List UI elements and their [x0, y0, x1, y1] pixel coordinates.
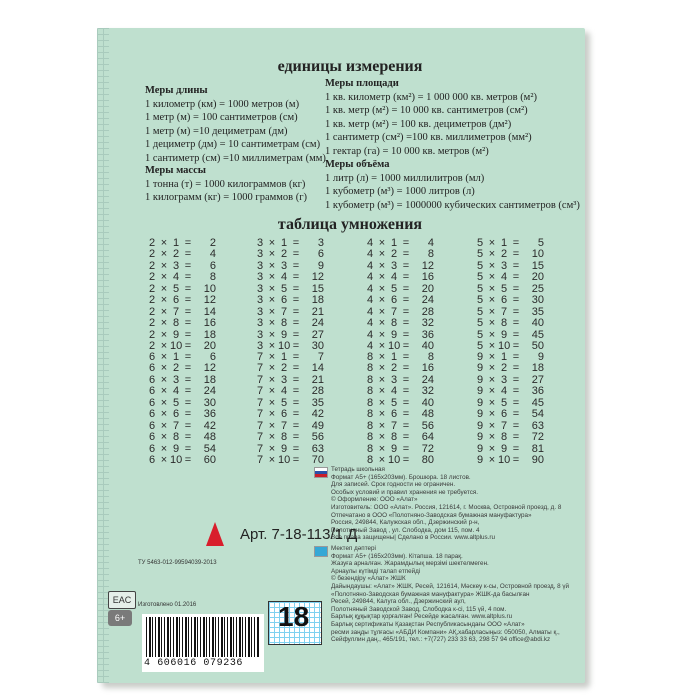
multiplication-row: 4 × 7 = 28: [366, 305, 434, 318]
multiplication-row: 8 × 1 = 8: [366, 351, 434, 363]
multiplication-row: 3 × 10 = 30: [256, 340, 324, 353]
info-line: © безендіру «Алат» ЖШК: [331, 575, 406, 583]
multiplication-row: 5 × 3 = 15: [476, 259, 544, 272]
multiplication-block-8: [364, 352, 434, 467]
area-heading: Меры площади: [325, 78, 399, 89]
multiplication-row: 4 × 6 = 24: [366, 294, 434, 307]
volume-line: 1 литр (л) = 1000 миллилитров (мл): [325, 172, 485, 184]
multiplication-row: 7 × 10 = 70: [256, 454, 324, 467]
info-line: Жазуға арналған. Жарамдылық мерзімі шектелмеген.: [331, 560, 489, 568]
multiplication-row: 6 × 1 = 6: [148, 351, 216, 363]
age-rating-badge: 6+: [108, 610, 132, 626]
eac-mark: EAC: [108, 591, 136, 609]
multiplication-row: 3 × 4 = 12: [256, 271, 324, 284]
multiplication-row: 7 × 5 = 35: [256, 396, 324, 409]
multiplication-row: 3 × 1 = 3: [256, 237, 324, 249]
info-line: Барлық сертификаты Қазақстан Республикасындағы ООО «Алат»: [331, 620, 525, 628]
info-line: Барлық құқықтар қорғалған! Ресейде жасалған. www.altplus.ru: [331, 613, 513, 621]
multiplication-row: 5 × 5 = 25: [476, 282, 544, 295]
info-line: ресми заңды тұлғасы «АБДИ Компани» АҚ,хабарласыңыз: 050050, Алматы қ.,: [331, 628, 560, 636]
volume-block: [325, 158, 580, 212]
multiplication-block-4: [364, 238, 434, 353]
area-line: 1 кв. километр (км²) = 1 000 000 кв. метров (м²): [325, 91, 537, 103]
units-title: единицы измерения: [277, 58, 423, 75]
volume-line: 1 кубометр (м³) = 1000 литров (л): [325, 186, 475, 198]
multiplication-row: 6 × 4 = 24: [148, 385, 216, 398]
multiplication-row: 8 × 6 = 48: [366, 408, 434, 421]
multiplication-row: 3 × 8 = 24: [256, 317, 324, 330]
info-line: Отпечатано в ООО «Полотняно-Заводская бумажная мануфактура»: [331, 511, 532, 519]
length-heading: Меры длины: [145, 85, 208, 96]
area-line: 1 гектар (га) = 10 000 кв. метров (м²): [325, 145, 489, 157]
multiplication-row: 6 × 3 = 18: [148, 373, 216, 386]
multiplication-row: 5 × 8 = 40: [476, 317, 544, 330]
multiplication-row: 8 × 9 = 72: [366, 442, 434, 455]
multiplication-row: 4 × 10 = 40: [366, 340, 434, 353]
info-line: Арнаулы күтімді талап етпейді: [331, 567, 421, 575]
info-line: Россия, 249844, Калужская обл., Дзержинский р-н,: [331, 519, 480, 527]
info-line: Формат А5+ (165х203мм). Кітапша. 18 парақ.: [331, 552, 463, 560]
info-line: «Полотняно-Заводская бумажная мануфактура» ЖШК-да басылған: [331, 590, 530, 598]
multiplication-row: 2 × 7 = 14: [148, 305, 216, 318]
multiplication-row: 9 × 8 = 72: [476, 431, 544, 444]
area-line: 1 кв. метр (м²) = 10 000 кв. сантиметров (см²): [325, 105, 528, 117]
multiplication-row: 2 × 3 = 6: [148, 259, 216, 272]
multiplication-row: 6 × 8 = 48: [148, 431, 216, 444]
multiplication-row: 5 × 10 = 50: [476, 340, 544, 353]
mass-block: [145, 164, 307, 205]
info-line: Дайындаушы: «Алат» ЖШК, Ресей, 121614, Мәскеу к-сы, Островной проезд, 8 үй: [331, 582, 570, 590]
multiplication-row: 7 × 4 = 28: [256, 385, 324, 398]
info-line: Сейфуллин даң., 465/191, тел.: +7(727) 233 33 63, 298 57 94 office@abdi.kz: [331, 636, 551, 644]
kazakhstan-flag-icon: [314, 546, 328, 557]
multiplication-row: 3 × 2 = 6: [256, 248, 324, 261]
multiplication-block-9: [474, 352, 544, 467]
multiplication-row: 6 × 9 = 54: [148, 442, 216, 455]
mass-line: 1 килограмм (кг) = 1000 граммов (г): [145, 192, 308, 204]
multiplication-row: 8 × 8 = 64: [366, 431, 434, 444]
multiplication-row: 9 × 9 = 81: [476, 442, 544, 455]
area-line: 1 сантиметр (см²) =100 кв. миллиметров (мм²): [325, 132, 532, 144]
multiplication-row: 9 × 10 = 90: [476, 454, 544, 467]
multiplication-row: 7 × 2 = 14: [256, 362, 324, 375]
area-block: [325, 77, 537, 159]
multiplication-block-3: [254, 238, 324, 353]
barcode: [142, 614, 264, 672]
inner-page-edge: [97, 28, 109, 683]
multiplication-row: 3 × 9 = 27: [256, 328, 324, 341]
sheet-count: 18: [278, 601, 310, 632]
multiplication-row: 6 × 7 = 42: [148, 419, 216, 432]
multiplication-row: 8 × 7 = 56: [366, 419, 434, 432]
length-line: 1 метр (м) =10 дециметрам (дм): [145, 125, 288, 137]
info-line: Формат А5+ (165х203мм). Брошюра. 18 листов.: [331, 473, 471, 481]
multiplication-row: 7 × 9 = 63: [256, 442, 324, 455]
multiplication-row: 9 × 1 = 9: [476, 351, 544, 363]
multiplication-row: 8 × 10 = 80: [366, 454, 434, 467]
barcode-bars: [146, 617, 260, 657]
multiplication-title: таблица умножения: [277, 216, 423, 233]
info-line: Особых условий и правил хранения не требуется.: [331, 488, 479, 496]
multiplication-row: 3 × 7 = 21: [256, 305, 324, 318]
length-line: 1 дециметр (дм) = 10 сантиметрам (см): [145, 139, 321, 151]
multiplication-row: 9 × 5 = 45: [476, 396, 544, 409]
multiplication-row: 6 × 6 = 36: [148, 408, 216, 421]
info-line: © Оформление: ООО «Алат»: [331, 496, 418, 504]
length-block: [145, 84, 326, 166]
multiplication-row: 4 × 8 = 32: [366, 317, 434, 330]
tu-code: ТУ 5463-012-99594039-2013: [138, 560, 217, 566]
length-line: 1 километр (км) = 1000 метров (м): [145, 98, 300, 110]
multiplication-row: 7 × 3 = 21: [256, 373, 324, 386]
manufactured-date: Изготовлено 01.2016: [138, 602, 197, 608]
multiplication-row: 9 × 3 = 27: [476, 373, 544, 386]
length-line: 1 сантиметр (см) =10 миллиметрам (мм): [145, 152, 326, 164]
multiplication-row: 2 × 10 = 20: [148, 340, 216, 353]
area-line: 1 кв. метр (м²) = 100 кв. дециметров (дм²): [325, 118, 512, 130]
multiplication-row: 4 × 1 = 4: [366, 237, 434, 249]
info-line: Ресей, 249844, Калуга обл., Дзержинский аул,: [331, 598, 466, 606]
multiplication-row: 8 × 4 = 32: [366, 385, 434, 398]
multiplication-row: 2 × 6 = 12: [148, 294, 216, 307]
mass-heading: Меры массы: [145, 165, 206, 176]
mass-line: 1 тонна (т) = 1000 килограммов (кг): [145, 178, 306, 190]
multiplication-block-6: [146, 352, 216, 467]
article-number: Арт. 7-18-113/1 Д: [240, 526, 358, 543]
info-line: Полотняный Завод , ул. Слободка, дом 115, пом. 4: [331, 526, 480, 534]
multiplication-row: 2 × 2 = 4: [148, 248, 216, 261]
multiplication-row: 9 × 2 = 18: [476, 362, 544, 375]
multiplication-row: 7 × 6 = 42: [256, 408, 324, 421]
multiplication-row: 2 × 8 = 16: [148, 317, 216, 330]
barcode-number: 4 606016 079236: [144, 658, 244, 669]
multiplication-row: 2 × 5 = 10: [148, 282, 216, 295]
info-line: Тетрадь школьная: [331, 466, 385, 473]
info-line: Изготовитель: ООО «Алат». Россия, 121614, г. Москва, Островной проезд, д. 8: [331, 503, 562, 511]
multiplication-block-5: [474, 238, 544, 353]
multiplication-row: 2 × 1 = 2: [148, 237, 216, 249]
multiplication-row: 3 × 5 = 15: [256, 282, 324, 295]
info-line: Полотняный Заводской Завод, Слободка к-сі, 115 үй, 4 пом.: [331, 605, 507, 613]
multiplication-row: 4 × 9 = 36: [366, 328, 434, 341]
multiplication-row: 8 × 2 = 16: [366, 362, 434, 375]
volume-heading: Меры объёма: [325, 159, 390, 170]
info-line: Все права защищены| Сделано в России. www.altplus.ru: [331, 534, 495, 542]
multiplication-row: 2 × 4 = 8: [148, 271, 216, 284]
multiplication-row: 7 × 8 = 56: [256, 431, 324, 444]
multiplication-row: 8 × 5 = 40: [366, 396, 434, 409]
length-line: 1 метр (м) = 100 сантиметров (см): [145, 112, 298, 124]
multiplication-row: 3 × 6 = 18: [256, 294, 324, 307]
multiplication-row: 4 × 4 = 16: [366, 271, 434, 284]
multiplication-row: 7 × 7 = 49: [256, 419, 324, 432]
volume-line: 1 кубометр (м³) = 1000000 кубических сантиметров (см³): [325, 199, 580, 211]
multiplication-row: 4 × 2 = 8: [366, 248, 434, 261]
multiplication-row: 9 × 6 = 54: [476, 408, 544, 421]
multiplication-row: 6 × 10 = 60: [148, 454, 216, 467]
multiplication-row: 7 × 1 = 7: [256, 351, 324, 363]
multiplication-row: 8 × 3 = 24: [366, 373, 434, 386]
multiplication-block-7: [254, 352, 324, 467]
multiplication-row: 5 × 1 = 5: [476, 237, 544, 249]
multiplication-block-2: [146, 238, 216, 353]
multiplication-row: 5 × 4 = 20: [476, 271, 544, 284]
multiplication-row: 3 × 3 = 9: [256, 259, 324, 272]
multiplication-row: 5 × 7 = 35: [476, 305, 544, 318]
multiplication-row: 9 × 4 = 36: [476, 385, 544, 398]
info-line: Мектеп дәптері: [331, 545, 376, 552]
multiplication-row: 5 × 6 = 30: [476, 294, 544, 307]
multiplication-row: 9 × 7 = 63: [476, 419, 544, 432]
info-ru: [331, 466, 561, 542]
multiplication-row: 4 × 5 = 20: [366, 282, 434, 295]
info-kz: [331, 545, 569, 644]
multiplication-row: 4 × 3 = 12: [366, 259, 434, 272]
multiplication-row: 2 × 9 = 18: [148, 328, 216, 341]
info-line: Для записей. Срок годности не ограничен.: [331, 481, 456, 489]
multiplication-row: 5 × 9 = 45: [476, 328, 544, 341]
multiplication-row: 5 × 2 = 10: [476, 248, 544, 261]
multiplication-row: 6 × 5 = 30: [148, 396, 216, 409]
multiplication-row: 6 × 2 = 12: [148, 362, 216, 375]
russia-flag-icon: [314, 467, 328, 478]
